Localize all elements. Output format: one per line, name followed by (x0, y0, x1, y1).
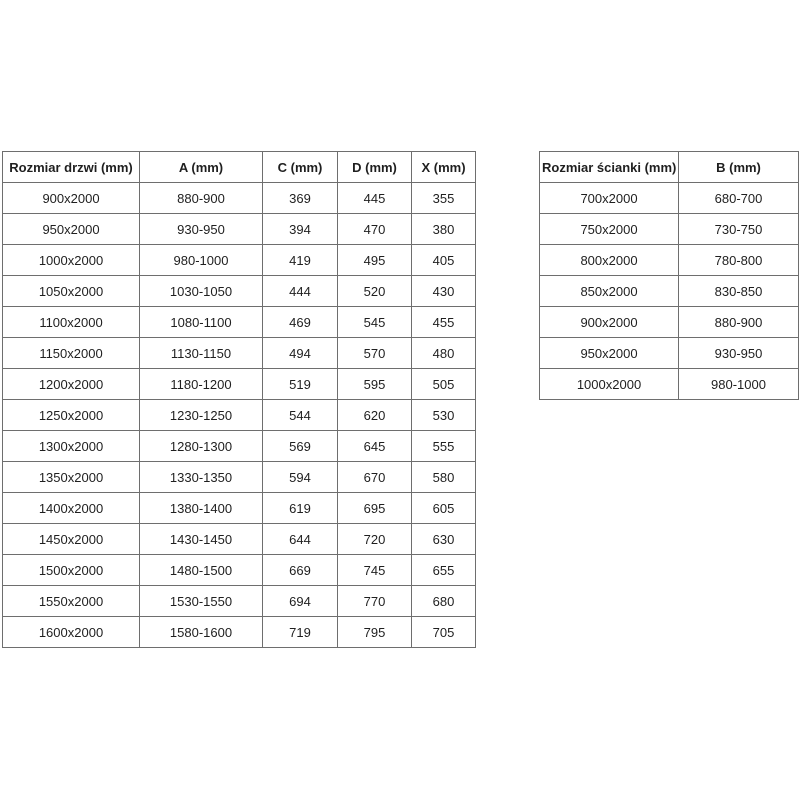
table-cell: 595 (338, 369, 412, 400)
table-cell: 555 (412, 431, 476, 462)
table-cell: 394 (263, 214, 338, 245)
table-cell: 1450x2000 (3, 524, 140, 555)
column-header: D (mm) (338, 152, 412, 183)
table-row (3, 338, 476, 369)
table-cell: 545 (338, 307, 412, 338)
table-cell: 680-700 (679, 183, 799, 214)
table-cell: 1300x2000 (3, 431, 140, 462)
table-cell: 655 (412, 555, 476, 586)
table-cell: 1280-1300 (140, 431, 263, 462)
table-cell: 470 (338, 214, 412, 245)
door-size-table (2, 151, 476, 648)
table-cell: 1400x2000 (3, 493, 140, 524)
table-cell: 580 (412, 462, 476, 493)
table-cell: 455 (412, 307, 476, 338)
table-cell: 569 (263, 431, 338, 462)
table-cell: 1600x2000 (3, 617, 140, 648)
table-cell: 705 (412, 617, 476, 648)
table-cell: 645 (338, 431, 412, 462)
table-row (540, 245, 799, 276)
door-size-table-header (3, 152, 476, 183)
table-cell: 1250x2000 (3, 400, 140, 431)
table-cell: 1100x2000 (3, 307, 140, 338)
table-cell: 505 (412, 369, 476, 400)
table-cell: 644 (263, 524, 338, 555)
table-row (3, 617, 476, 648)
table-cell: 1180-1200 (140, 369, 263, 400)
table-row (3, 245, 476, 276)
table-cell: 494 (263, 338, 338, 369)
table-cell: 355 (412, 183, 476, 214)
table-row (540, 338, 799, 369)
table-row (3, 183, 476, 214)
table-cell: 1380-1400 (140, 493, 263, 524)
table-row (3, 400, 476, 431)
table-cell: 950x2000 (3, 214, 140, 245)
table-cell: 1030-1050 (140, 276, 263, 307)
table-cell: 900x2000 (3, 183, 140, 214)
table-cell: 594 (263, 462, 338, 493)
table-cell: 1000x2000 (540, 369, 679, 400)
table-header-row (3, 152, 476, 183)
door-size-table-body (3, 183, 476, 648)
table-cell: 1350x2000 (3, 462, 140, 493)
table-cell: 430 (412, 276, 476, 307)
table-cell: 930-950 (140, 214, 263, 245)
table-cell: 469 (263, 307, 338, 338)
table-cell: 930-950 (679, 338, 799, 369)
table-cell: 800x2000 (540, 245, 679, 276)
wall-size-table (539, 151, 799, 400)
table-cell: 1080-1100 (140, 307, 263, 338)
table-cell: 1480-1500 (140, 555, 263, 586)
table-cell: 669 (263, 555, 338, 586)
table-row (3, 493, 476, 524)
table-cell: 880-900 (140, 183, 263, 214)
table-row (3, 431, 476, 462)
table-cell: 880-900 (679, 307, 799, 338)
table-cell: 1330-1350 (140, 462, 263, 493)
table-cell: 1230-1250 (140, 400, 263, 431)
table-cell: 719 (263, 617, 338, 648)
table-cell: 900x2000 (540, 307, 679, 338)
table-cell: 1550x2000 (3, 586, 140, 617)
table-row (540, 369, 799, 400)
table-cell: 680 (412, 586, 476, 617)
table-cell: 519 (263, 369, 338, 400)
table-cell: 1430-1450 (140, 524, 263, 555)
table-cell: 780-800 (679, 245, 799, 276)
table-cell: 444 (263, 276, 338, 307)
table-row (3, 586, 476, 617)
table-header-row (540, 152, 799, 183)
table-cell: 750x2000 (540, 214, 679, 245)
table-cell: 695 (338, 493, 412, 524)
table-cell: 620 (338, 400, 412, 431)
table-cell: 980-1000 (679, 369, 799, 400)
table-cell: 1130-1150 (140, 338, 263, 369)
table-cell: 530 (412, 400, 476, 431)
table-cell: 694 (263, 586, 338, 617)
table-cell: 1050x2000 (3, 276, 140, 307)
table-cell: 980-1000 (140, 245, 263, 276)
column-header: Rozmiar ścianki (mm) (540, 152, 679, 183)
table-cell: 544 (263, 400, 338, 431)
table-cell: 745 (338, 555, 412, 586)
table-cell: 405 (412, 245, 476, 276)
table-cell: 445 (338, 183, 412, 214)
table-cell: 480 (412, 338, 476, 369)
table-cell: 730-750 (679, 214, 799, 245)
table-cell: 1580-1600 (140, 617, 263, 648)
table-row (3, 524, 476, 555)
table-row (540, 307, 799, 338)
table-cell: 1150x2000 (3, 338, 140, 369)
table-cell: 950x2000 (540, 338, 679, 369)
table-cell: 770 (338, 586, 412, 617)
table-cell: 795 (338, 617, 412, 648)
table-row (3, 369, 476, 400)
column-header: A (mm) (140, 152, 263, 183)
table-cell: 495 (338, 245, 412, 276)
table-row (3, 276, 476, 307)
table-cell: 619 (263, 493, 338, 524)
table-cell: 419 (263, 245, 338, 276)
table-cell: 380 (412, 214, 476, 245)
column-header: Rozmiar drzwi (mm) (3, 152, 140, 183)
column-header: X (mm) (412, 152, 476, 183)
wall-size-table-body (540, 183, 799, 400)
table-cell: 520 (338, 276, 412, 307)
table-cell: 369 (263, 183, 338, 214)
table-cell: 605 (412, 493, 476, 524)
table-row (3, 214, 476, 245)
table-cell: 630 (412, 524, 476, 555)
table-row (540, 214, 799, 245)
table-cell: 830-850 (679, 276, 799, 307)
table-row (540, 276, 799, 307)
table-cell: 1200x2000 (3, 369, 140, 400)
table-row (540, 183, 799, 214)
table-cell: 720 (338, 524, 412, 555)
table-row (3, 462, 476, 493)
table-cell: 1530-1550 (140, 586, 263, 617)
table-row (3, 307, 476, 338)
table-cell: 700x2000 (540, 183, 679, 214)
column-header: B (mm) (679, 152, 799, 183)
table-cell: 850x2000 (540, 276, 679, 307)
table-cell: 570 (338, 338, 412, 369)
table-cell: 1500x2000 (3, 555, 140, 586)
wall-size-table-header (540, 152, 799, 183)
table-row (3, 555, 476, 586)
table-cell: 670 (338, 462, 412, 493)
column-header: C (mm) (263, 152, 338, 183)
table-cell: 1000x2000 (3, 245, 140, 276)
